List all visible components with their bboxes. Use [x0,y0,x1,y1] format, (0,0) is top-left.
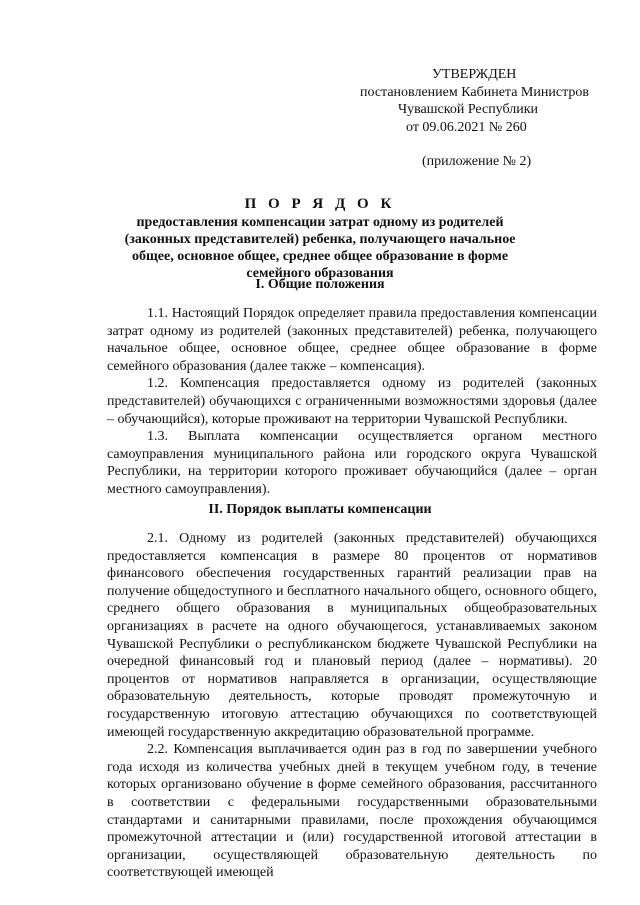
approval-appendix: (приложение № 2) [422,154,532,169]
paragraph-1-1: 1.1. Настоящий Порядок определяет правила предоставления компенсации затрат одному из родителей (законных представителей) ребенка, получающего начальное общее, основное общее, среднее общее образование в форме семейного образования (далее также – компенсация). [107,306,597,374]
paragraph-1-3: 1.3. Выплата компенсации осуществляется органом местного самоуправления муниципального района или городского округа Чувашской Республики, на территории которого проживает обучающийся (далее – орган местного самоуправления). [107,429,597,497]
approval-authority: постановлением Кабинета Министров [360,84,589,100]
approval-stamp-block [360,66,610,171]
section-heading-payment: II. Порядок выплаты компенсации [208,502,432,517]
document-subtitle: предоставления компенсации затрат одному из родителей (законных представителей) ребенка, получающего начальное общее, основное общее, среднее общее образование в форме семейного образования [124,215,516,281]
approval-region: Чувашской Республики [398,102,539,117]
document-title: П О Р Я Д О К [244,196,396,212]
section-body-general [107,305,597,499]
approval-date-number: от 09.06.2021 № 260 [406,119,527,135]
section-heading-general: I. Общие положения [255,277,385,292]
paragraph-1-2: 1.2. Компенсация предоставляется одному из родителей (законных представителей) обучающихся с ограниченными возможностями здоровья (далее – обучающийся), которые проживают на территории Чувашской Республики. [107,376,597,427]
paragraph-2-2: 2.2. Компенсация выплачивается один раз в год по завершении учебного года исходя из количества учебных дней в текущем учебном году, в течение которых организовано обучение в форме семейного образования, рассчитанного в соответствии с федеральными государственными образовательными стандартами и санитарными правилами, после прохождения обучающимся промежуточной аттестации и (или) государственной итоговой аттестации в организации, осуществляющей образовательную деятельность по соответствующей имеющей [107,742,597,881]
section-body-payment [107,530,597,882]
paragraph-2-1: 2.1. Одному из родителей (законных представителей) обучающихся предоставляется компенсация в размере 80 процентов от нормативов финансового обеспечения государственных гарантий реализации прав на получение общедоступного и бесплатного начального общего, основного общего, среднего общего образования в муниципальных общеобразовательных организациях в расчете на одного обучающегося, устанавливаемых законом Чувашской Республики о республиканском бюджете Чувашской Республики на очередной финансовый год и плановый период (далее – нормативы). 20 процентов от нормативов направляется в организации, осуществляющие образовательную деятельность, которые проводят промежуточную и государственную итоговую аттестацию обучающихся по соответствующей имеющей государственную аккредитацию образовательной программе. [107,531,597,740]
approval-title: УТВЕРЖДЕН [432,67,517,82]
